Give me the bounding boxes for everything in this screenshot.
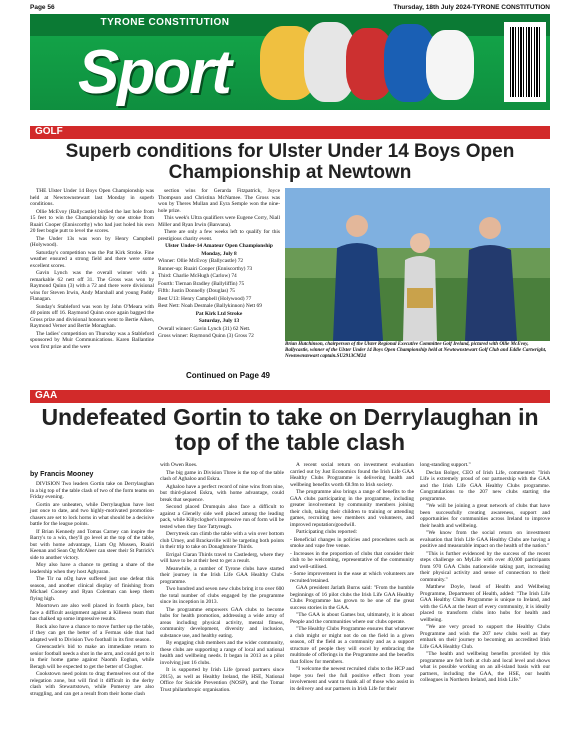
barcode-bars [510, 27, 540, 97]
golf-headline: Superb conditions for Ulster Under 14 Boys Open Championship at Newtown [65, 141, 515, 183]
result-line: Overall winner: Gavin Lynch (31) 62 Nett. [158, 325, 251, 332]
page-header [30, 2, 550, 12]
paragraph: long-standing support." [420, 462, 471, 468]
result-line: Fifth: Justin Donnelly (Douglas) 75 [158, 288, 235, 294]
results-title: Ulster Under-14 Amateur Open Championship [165, 243, 273, 249]
golf-rule [30, 126, 550, 139]
paragraph: "This is further evidenced by the success of the recent steps challenge on MyLife with over 40,000 participants from 970 GAA Clubs nationwide taking part, increasing their physical activity and sense of connection to their community." [420, 550, 550, 583]
dateline: Thursday, 18th July 2024-TYRONE CONSTITUTION [393, 3, 550, 11]
paragraph: - Increases in the proportion of clubs that consider their club to be welcoming, representative of the community and well-utilised. [290, 550, 414, 570]
result-line: Fourth: Tiernan Bradley (Ballyliffin) 75 [158, 280, 245, 287]
paragraph: The Under 13s was won by Henry Campbell (Holywood). [30, 235, 154, 248]
paragraph: The Tir na nOg have suffered just one defeat this season, and another clinical display of finishing from Michael Cooney and Ryan Coleman can keep them flying high. [30, 576, 154, 602]
paragraph: with Owen Roes. [160, 462, 198, 468]
paragraph: Declan Bolger, CEO of Irish Life, commented: "Irish Life is extremely proud of our partnership with the GAA and the Irish Life GAA Healthy Clubs programme. Congratulations to the 207 new clubs starting the programme. [420, 469, 550, 502]
paragraph: Participating clubs reported: [296, 529, 358, 535]
result-line: Gross winner: Raymond Quinn (3) Gross 72 [158, 333, 254, 339]
result-line: Winner: Ollie McEvoy (Ballycastle) 72 [158, 258, 244, 264]
paragraph: There are only a few weeks left to qualify for this prestigious charity event. [158, 229, 280, 242]
results-date: Monday, July 8 [201, 250, 237, 257]
paragraph: By engaging club members and the wider community, these clubs are supporting a range of local and national health and wellbeing needs. It began in 2013 as a pilot involving just 16 clubs. [160, 640, 284, 666]
byline: by Francis Mooney [30, 471, 94, 478]
paragraph: "The health and wellbeing benefits provided by this programme are felt both at club and local level and shows what is possible working on an all-island basis with our partners, including the GAA, the HSE, our health colleagues in Northern Ireland, and Irish Life." [420, 651, 550, 683]
paragraph: Errigal Ciaran Thirds travel to Castlederg, where they will have to be at their best to get a result. [160, 551, 284, 564]
paragraph: "I welcome the newest recruited clubs to the HCP and hope you feel the full positive effect from your involvement and want to thank all of those who assist in its delivery and our partners in Irish Life for their [290, 666, 414, 692]
gaa-column-2 [160, 462, 284, 694]
golf-section-tag: GOLF [30, 126, 68, 138]
paragraph: Second placed Drumquin also face a difficult to against a Glenelly side well placed among the leading pack, while Killyclogher's impressive run of form will be tested when they face Tattyreagh. [160, 504, 284, 530]
results-date: Saturday, July 13 [198, 318, 240, 324]
paragraph: Rock also have a chance to move further up the table, if they can get the better of a Fermas side that had adapted well to Division Two football in its first season. [30, 623, 154, 643]
paragraph: A recent social return on investment evaluation carried out by Just Economics found the Irish Life GAA Healthy Clubs Programme is delivering health and wellbeing benefits worth €8.9m to Irish society. [290, 462, 414, 488]
golf-column-2 [158, 188, 280, 341]
sport-masthead [30, 14, 550, 110]
paragraph: Cookstown need points to drag themselves out of the relegation zone, but will find it difficult in the derby clash with Stewartstown, while Pomeroy are also struggling, and can get a result from their home clash [30, 671, 154, 697]
paragraph: - Beneficial changes in policies and procedures such as smoke and vape free venue. [290, 536, 414, 549]
paragraph: Gavin Lynch was the overall winner with a remarkable 62 nett off 31. The Gross was won by Raymond Quinn (3) with a 72 and there were divisional wins for Steven Irwin, Andy Marshall and young Paddy Flanagan. [30, 270, 154, 302]
sports-collage-image [260, 20, 480, 106]
paragraph: - Some improvement in the ease at which volunteers are recruited/retained. [290, 571, 414, 584]
result-line: Best Nett: Noah Desmale (Ballykinnon) Nett 69 [158, 303, 262, 309]
continued-link[interactable]: Continued on Page 49 [186, 371, 271, 380]
gaa-rule [30, 390, 550, 403]
photo-people-illustration [285, 188, 550, 341]
paragraph: "The GAA is about Games but, ultimately, it is about People and the communities where our clubs operate. [290, 612, 414, 625]
paragraph: "We know from the social return on investment evaluation that Irish Life GAA Healthy Clubs are having a positive and measurable impact on the health of the nation." [420, 530, 550, 549]
paragraph: The programme empowers GAA clubs to become hubs for health promotion, addressing a wide array of areas including physical activity, mental fitness, community development, diversity and inclusion, substance use, and healthy eating. [160, 606, 284, 639]
results-title: Pat Kirk Ltd Stroke [195, 310, 243, 317]
gaa-column-3 [290, 462, 414, 693]
paragraph: Ollie McEvoy (Ballycastle) birdied the last hole from 15 feet to win the Championship by one stroke from Ruairi Cooper (Enniscorthy) who had just holed his own 20 feet bogie putt to level the scores. [30, 208, 154, 234]
result-line: Third: Charlie McHugh (Carlow) 74 [158, 273, 237, 279]
paragraph: GAA president Jarlath Burns said: "From the humble beginnings of 16 pilot clubs the Irish Life GAA Healthy Clubs Programme has grown to be one of the great success stories in the GAA. [290, 585, 414, 611]
paragraph: DIVISION Two leaders Gortin take on Derrylaughan in a big top of the table clash of two of the form teams on Friday evening. [30, 481, 154, 500]
paragraph: Greencastle's bid to make an immediate return to senior football needs a shot in the arm, and could get to it in their home game against Naomh Eoghan, while Beragh will be expected to get the better of Clogher. [30, 644, 154, 670]
gaa-column-4 [420, 462, 550, 685]
paragraph: Derrytresk can climb the table with a win over bottom club Urney, and Brackaville will be targeting both points in their trip to take on Donaghmore Thirds. [160, 531, 284, 550]
result-line: Best U13: Henry Campbell (Holywood) 77 [158, 295, 252, 302]
barcode [504, 22, 546, 102]
masthead-title: Sport [78, 38, 230, 107]
paragraph: Sunday's Stableford was won by John O'Meara with 40 points off 16. Raymond Quinn once again bagged the Gross prize and divisional honours went to Bertie Aiken, Raymond Verner and Bertie Monaghan. [30, 303, 154, 329]
paragraph: "We will be joining a great network of clubs that have been successfully creating awareness, support and opportunities for communities across Ireland to improve their health and wellbeing. [420, 503, 550, 529]
photo-caption: Brian Hutchinson, chairperson of the Ulster Regional Executive Committee Golf Ireland, pictured with Ollie McEvoy, Ballycastle, winner of the Ulster Under 14 Boys Open Championship held at Newtownstewart Golf Club and Eddie Cartwright, Newtownstewart captain.SU2913CM24 [285, 342, 547, 359]
paragraph: It is supported by Irish Life (proud partners since 2015), as well as Healthy Ireland, the HSE, National Office for Suicide Prevention (NOSP), and the Tomar Trust philanthropic organisation. [160, 667, 284, 693]
paragraph: Matthew Doyle, head of Health and Wellbeing Programme, Department of Health, added: "The Irish Life GAA Healthy Clubs Programme is unique to Ireland, and with the GAA at the heart of every community, it is ideally placed to transform clubs into hubs for health and wellbeing. [420, 584, 550, 623]
page-number: Page 56 [30, 3, 55, 11]
golf-photo [285, 188, 550, 341]
paragraph: THE Ulster Under 14 Boys Open Championship was held at Newtownstewart last Monday in superb conditions. [30, 188, 154, 207]
golf-column-1 [30, 188, 154, 351]
paragraph: The programme also brings a range of benefits to the GAA clubs participating in the programme, including greater involvement by community members joining their club, taking their children to training or attending games, recruiting new members and volunteers, and improved reputation/goodwill. [290, 489, 414, 528]
paragraph: This week's Ultra qualifiers were Eugene Corry, Niall Miller and Ryan Irwin (Banvana). [158, 215, 280, 228]
paragraph: The big game in Division Three is the top of the table clash of Aghaloo and Eskra. [160, 469, 284, 482]
paragraph: Moortown are also well placed in fourth place, but face a difficult assignment against a Killeeso team that has chalked up some impressive results. [30, 603, 154, 622]
paragraph: Saturday's competition was the Pat Kirk Stroke. Fine weather ensured a strong field and there were some excellent scores. [30, 249, 154, 269]
paragraph: The ladies' competition on Thursday was a Stableford sponsored by Muir Communications. Karen Ballantine won first prize and the were [30, 330, 154, 350]
result-line: Runner-up: Ruairi Cooper (Enniscorthy) 73 [158, 265, 253, 272]
paragraph: Moy also have a chance to getting a share of the leadership when they host Aghyaran. [30, 562, 154, 575]
paragraph: Two hundred and seven new clubs bring it to over 600 the total number of clubs engaged by the programme since its inception in 2013. [160, 586, 284, 605]
paragraph: Aghaloo have a perfect record of nine wins from nine, but third-placed Eskra, with home advantage, could break that sequence. [160, 483, 284, 503]
gaa-section-tag: GAA [30, 390, 62, 402]
gaa-headline: Undefeated Gortin to take on Derrylaughan in top of the table clash [41, 404, 539, 455]
paragraph: Gortin are unbeaten, while Derrylaughan have lost just once to date, and two highly-motivated promotion-chasers are set to lock horns in what should be a decisive battle for the league points. [30, 501, 154, 527]
paragraph: If Brian Kennedy and Tomas Carney can inspire the Barry's to a win, they'll go level at the top of the table, but with home advantage, Liam Og Mussen, Ruairi Keenan and Sean Og McAleer can steer their St Patrick's side to another victory. [30, 528, 154, 561]
masthead-brand: TYRONE CONSTITUTION [100, 17, 230, 28]
gaa-column-1 [30, 481, 154, 698]
paragraph: Meanwhile, a number of Tyrone clubs have started their journey in the Irish Life GAA Healthy Clubs programme. [160, 565, 284, 585]
paragraph: "We are very proud to support the Healthy Clubs Programme and wish the 207 new clubs well as they embark on their journey to becoming an accredited Irish Life GAA Healthy Club. [420, 624, 550, 650]
paragraph: "The Healthy Clubs Programme ensures that whatever a club might or might not do on the field in a given season, off the field as a community and as a support structure of people they will excel by embracing the multitude of offerings in the Programme and the benefits that follow for members. [290, 626, 414, 665]
paragraph: section wins for Gerarda Fitzpatrick, Joyce Thompson and Christina McNamee. The Gross was won by Theres Mullan and Eyra Semple won the nine-hole prize. [158, 188, 280, 214]
